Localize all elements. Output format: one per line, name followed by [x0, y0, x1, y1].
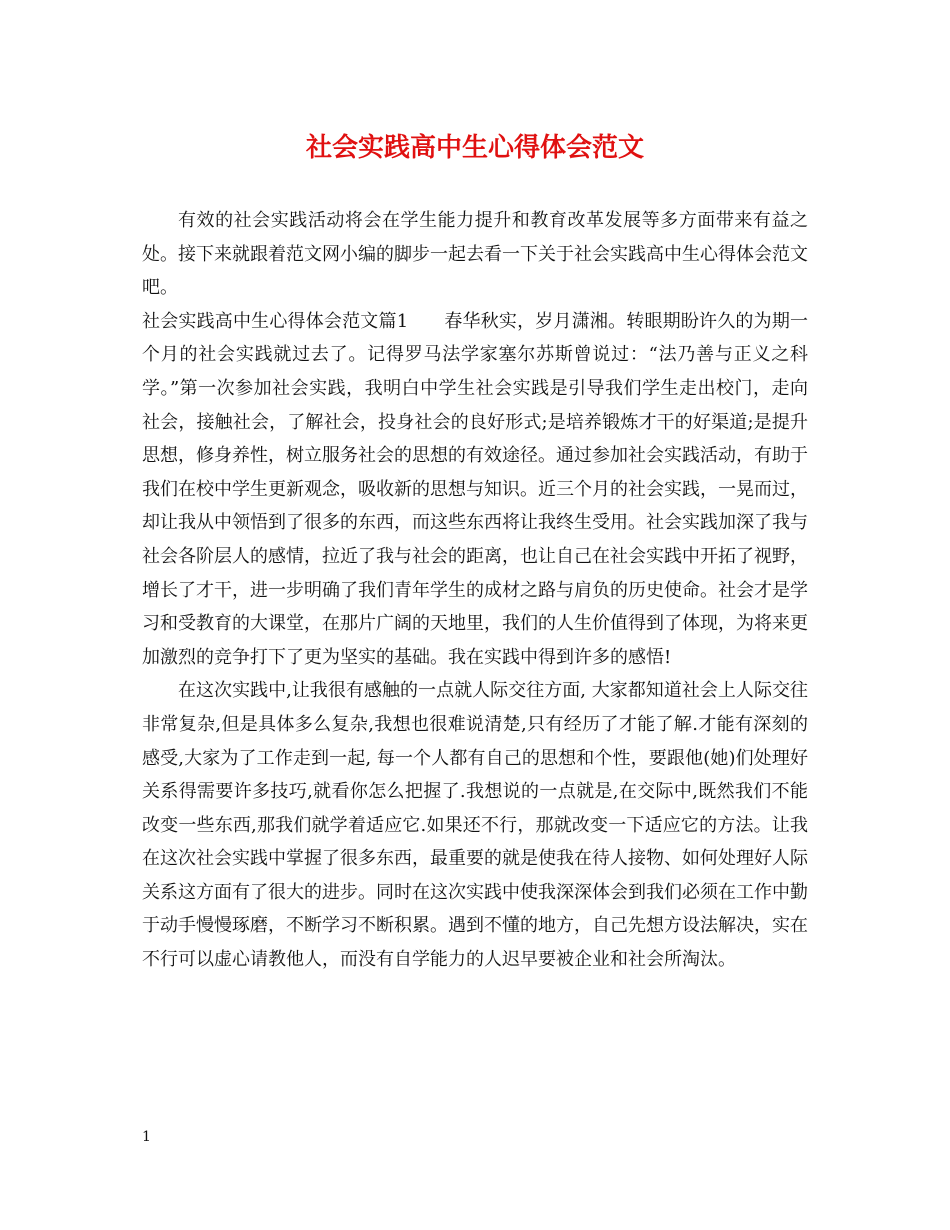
document-body [142, 204, 808, 977]
section-paragraph-2: 在这次实践中,让我很有感触的一点就人际交往方面, 大家都知道社会上人际交往非常复杂,但是具体多么复杂,我想也很难说清楚,只有经历了才能了解.才能有深刻的感受,大家为了工作走到一起, 每一个人都有自己的思想和个性，要跟他(她)们处理好关系得需要许多技巧,就看你怎么把握了.我想说的一点就是,在交际中,既然我们不能改变一些东西,那我们就学着适应它.如果还不行，那就改变一下适应它的方法。让我在这次社会实践中掌握了很多东西，最重要的就是使我在待人接物、如何处理好人际关系这方面有了很大的进步。同时在这次实践中使我深深体会到我们必须在工作中勤于动手慢慢琢磨，不断学习不断积累。遇到不懂的地方，自己先想方设法解决，实在不行可以虚心请教他人，而没有自学能力的人迟早要被企业和社会所淘汰。 [142, 680, 808, 971]
page-title: 社会实践高中生心得体会范文 [305, 133, 644, 163]
section-paragraph-1 [142, 305, 808, 675]
section-paragraph-1-text: 春华秋实，岁月潇湘。转眼期盼许久的为期一个月的社会实践就过去了。记得罗马法学家塞尔苏斯曾说过：“法乃善与正义之科学。”第一次参加社会实践，我明白中学生社会实践是引导我们学生走出校门，走向社会，接触社会，了解社会，投身社会的良好形式;是培养锻炼才干的好渠道;是提升思想，修身养性，树立服务社会的思想的有效途径。通过参加社会实践活动，有助于我们在校中学生更新观念，吸收新的思想与知识。近三个月的社会实践，一晃而过，却让我从中领悟到了很多的东西，而这些东西将让我终生受用。社会实践加深了我与社会各阶层人的感情，拉近了我与社会的距离，也让自己在社会实践中开拓了视野，增长了才干，进一步明确了我们青年学生的成材之路与肩负的历史使命。社会才是学习和受教育的大课堂，在那片广阔的天地里，我们的人生价值得到了体现，为将来更加激烈的竞争打下了更为坚实的基础。我在实践中得到许多的感悟! [142, 310, 809, 668]
intro-paragraph: 有效的社会实践活动将会在学生能力提升和教育改革发展等多方面带来有益之处。接下来就跟着范文网小编的脚步一起去看一下关于社会实践高中生心得体会范文吧。 [142, 210, 808, 299]
section-heading: 社会实践高中生心得体会范文篇1 [142, 310, 409, 332]
page-number: 1 [142, 1129, 151, 1145]
